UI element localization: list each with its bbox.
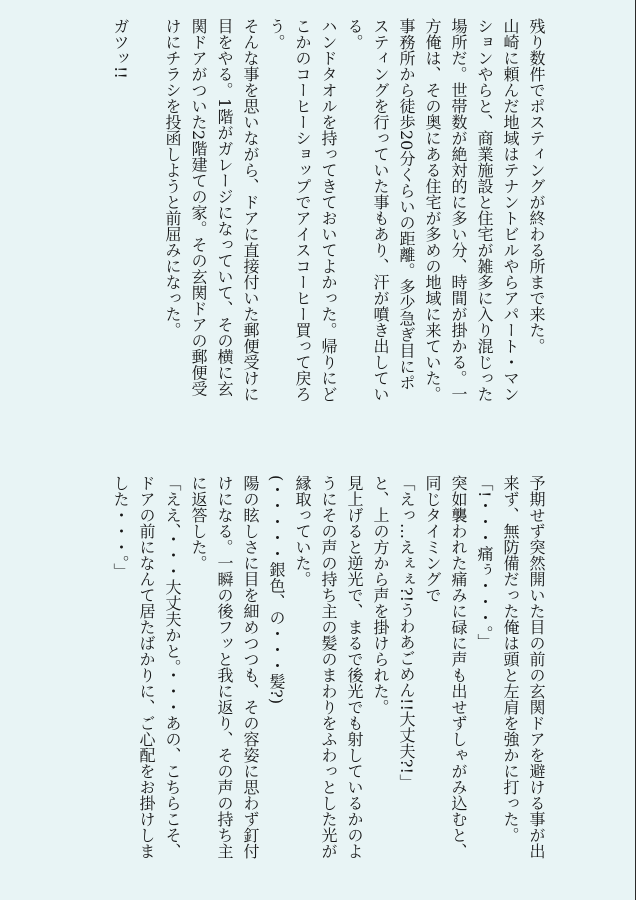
blank-line [133, 18, 159, 450]
text-line: う。 [267, 18, 286, 50]
text-line: そんな事を思いながら、ドアに直接付いた郵便受けに [241, 18, 260, 402]
text-line: 場所だ。世帯数が絶対的に多い分、時間が掛かる。一 [449, 18, 468, 402]
text-line: うにその声の持ち主の髪のまわりをふわっとした光が [319, 475, 338, 859]
text-line: ハンドタオルを持ってきておいてよかった。帰りにど [319, 18, 338, 402]
text-line: 予期せず突然開いた目の前の玄関ドアを避ける事が出 [527, 475, 546, 859]
text-line: 山崎に頼んだ地域はテナントビルやらアパート・マン [501, 18, 520, 402]
upper-text-block [107, 18, 549, 450]
text-line: 「!・・・痛ぅ・・・。」 [475, 475, 494, 650]
text-line: 方俺は、その奥にある住宅が多めの地域に来ていた。 [423, 18, 442, 402]
text-line: ドアの前になんて居たばかりに、ご心配をお掛けしま [137, 475, 156, 859]
text-line: スティングを行っていた事もあり、汗が噴き出してい [371, 18, 390, 402]
text-line: けになる。一瞬の後フッと我に返り、その声の持ち主 [215, 475, 234, 859]
text-line: 見上げると逆光で、まるで後光でも射しているかのよ [345, 475, 364, 859]
text-line: 陽の眩しさに目を細めつつも、その容姿に思わず釘付 [241, 475, 260, 859]
text-line: に返答した。 [189, 475, 208, 571]
text-line: (・・・・・銀色、の・・・髪?) [267, 475, 286, 705]
text-line: ションやらと、商業施設と住宅が雑多に入り混じった [475, 18, 494, 402]
text-line: こかのコーヒーショップでアイスコーヒー買って戻ろ [293, 18, 312, 402]
text-line: る。 [345, 18, 364, 50]
text-line: 事務所から徒歩20分くらいの距離。多少急ぎ目にポ [397, 18, 416, 391]
lower-text-block [107, 475, 549, 885]
text-line: 目をやる。1階がガレージになっていて、その横に玄 [215, 18, 234, 397]
text-line: 関ドアがついた2階建ての家。その玄関ドアの郵便受 [189, 18, 208, 397]
text-line: 「えっ…えぇぇ?!うわあごめん!!大丈夫?!」 [397, 475, 416, 790]
text-line: 残り数件でポスティングが終わる所まで来た。 [527, 18, 546, 354]
text-line: 「ええ、・・・大丈夫かと。・・・あの、こちらこそ、 [163, 475, 182, 859]
text-line: けにチラシを投函しようと前屈みになった。 [163, 18, 182, 338]
text-line: ガツッ!! [111, 18, 130, 79]
text-line: した・・・。」 [111, 475, 130, 579]
text-line: 来ず、無防備だった俺は頭と左肩を強かに打った。 [501, 475, 520, 843]
text-line: 突如襲われた痛みに碌に声も出せずしゃがみ込むと、 [449, 475, 468, 859]
text-line: 同じタイミングで [423, 475, 442, 603]
text-line: と、上の方から声を掛けられた。 [371, 475, 390, 715]
text-line: 縁取っていた。 [293, 475, 312, 587]
